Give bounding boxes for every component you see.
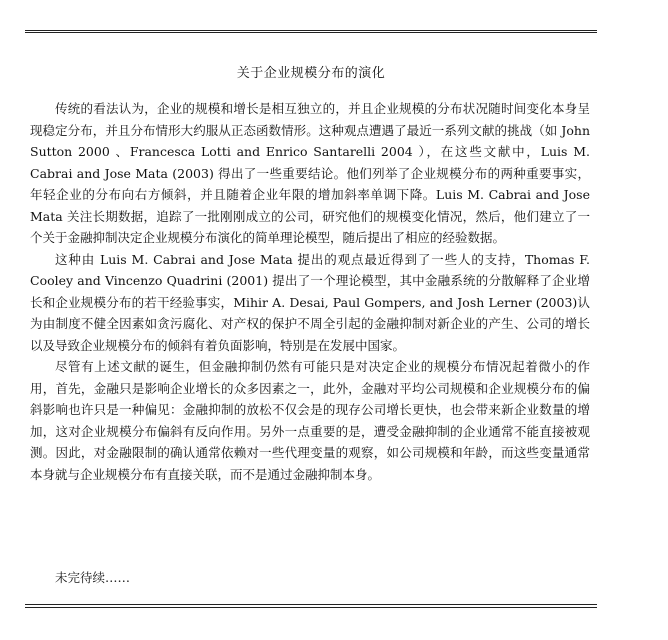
top-rule-inner xyxy=(25,32,597,33)
paragraph-3: 尽管有上述文献的诞生，但金融抑制仍然有可能只是对决定企业的规模分布情况起着微小的作用，首先，金融只是影响企业增长的众多因素之一，此外，金融对平均公司规模和企业规模分布的偏斜影响也许只是一种偏见：金融抑制的放松不仅会是的现存公司增长更快，也会带来新企业数量的增加，这对企业规模分布偏斜有反向作用。另外一点重要的是，遭受金融抑制的企业通常不能直接被观测。因此，对金融限制的确认通常依赖对一些代理变量的观察，如公司规模和年龄，而这些变量通常本身就与企业规模分布有直接关联，而不是通过金融抑制本身。 xyxy=(30,359,590,482)
page-title: 关于企业规模分布的演化 xyxy=(236,66,386,81)
to-be-continued: 未完待续…… xyxy=(55,570,131,585)
paragraph-1: 传统的看法认为，企业的规模和增长是相互独立的，并且企业规模的分布状况随时间变化本身呈现稳定分布，并且分布情形大约服从正态函数情形。这种观点遭遇了最近一系列文献的挑战（如 John Sutton 2000 、Francesca Lotti and Enrico Santarelli 2004 ），在这些文献中，Luis M. Cabrai and Jose Mata (2003) 得出了一些重要结论。他们列举了企业规模分布的两种重要事实，年轻企业的分布向右方倾斜，并且随着企业年限的增加斜率单调下降。Luis M. Cabrai and Jose Mata 关注长期数据，追踪了一批刚刚成立的公司，研究他们的规模变化情况，然后，他们建立了一个关于金融抑制决定企业规模分布演化的简单理论模型，随后提出了相应的经验数据。 xyxy=(30,101,590,245)
paragraph-2: 这种由 Luis M. Cabrai and Jose Mata 提出的观点最近得到了一些人的支持，Thomas F. Cooley and Vincenzo Quadrini (2001) 提出了一个理论模型，其中金融系统的分散解释了企业增长和企业规模分布的若干经验事实，Mihir A. Desai, Paul Gompers, and Josh Lerner (2003)认为由制度不健全因素如贪污腐化、对产权的保护不周全引起的金融抑制对新企业的产生、公司的增长以及导致企业规模分布的倾斜有着负面影响，特别是在发展中国家。 xyxy=(30,251,590,353)
top-rule xyxy=(25,30,597,31)
bottom-rule-inner xyxy=(25,607,597,608)
document-body xyxy=(30,98,590,485)
bottom-rule xyxy=(25,604,597,605)
